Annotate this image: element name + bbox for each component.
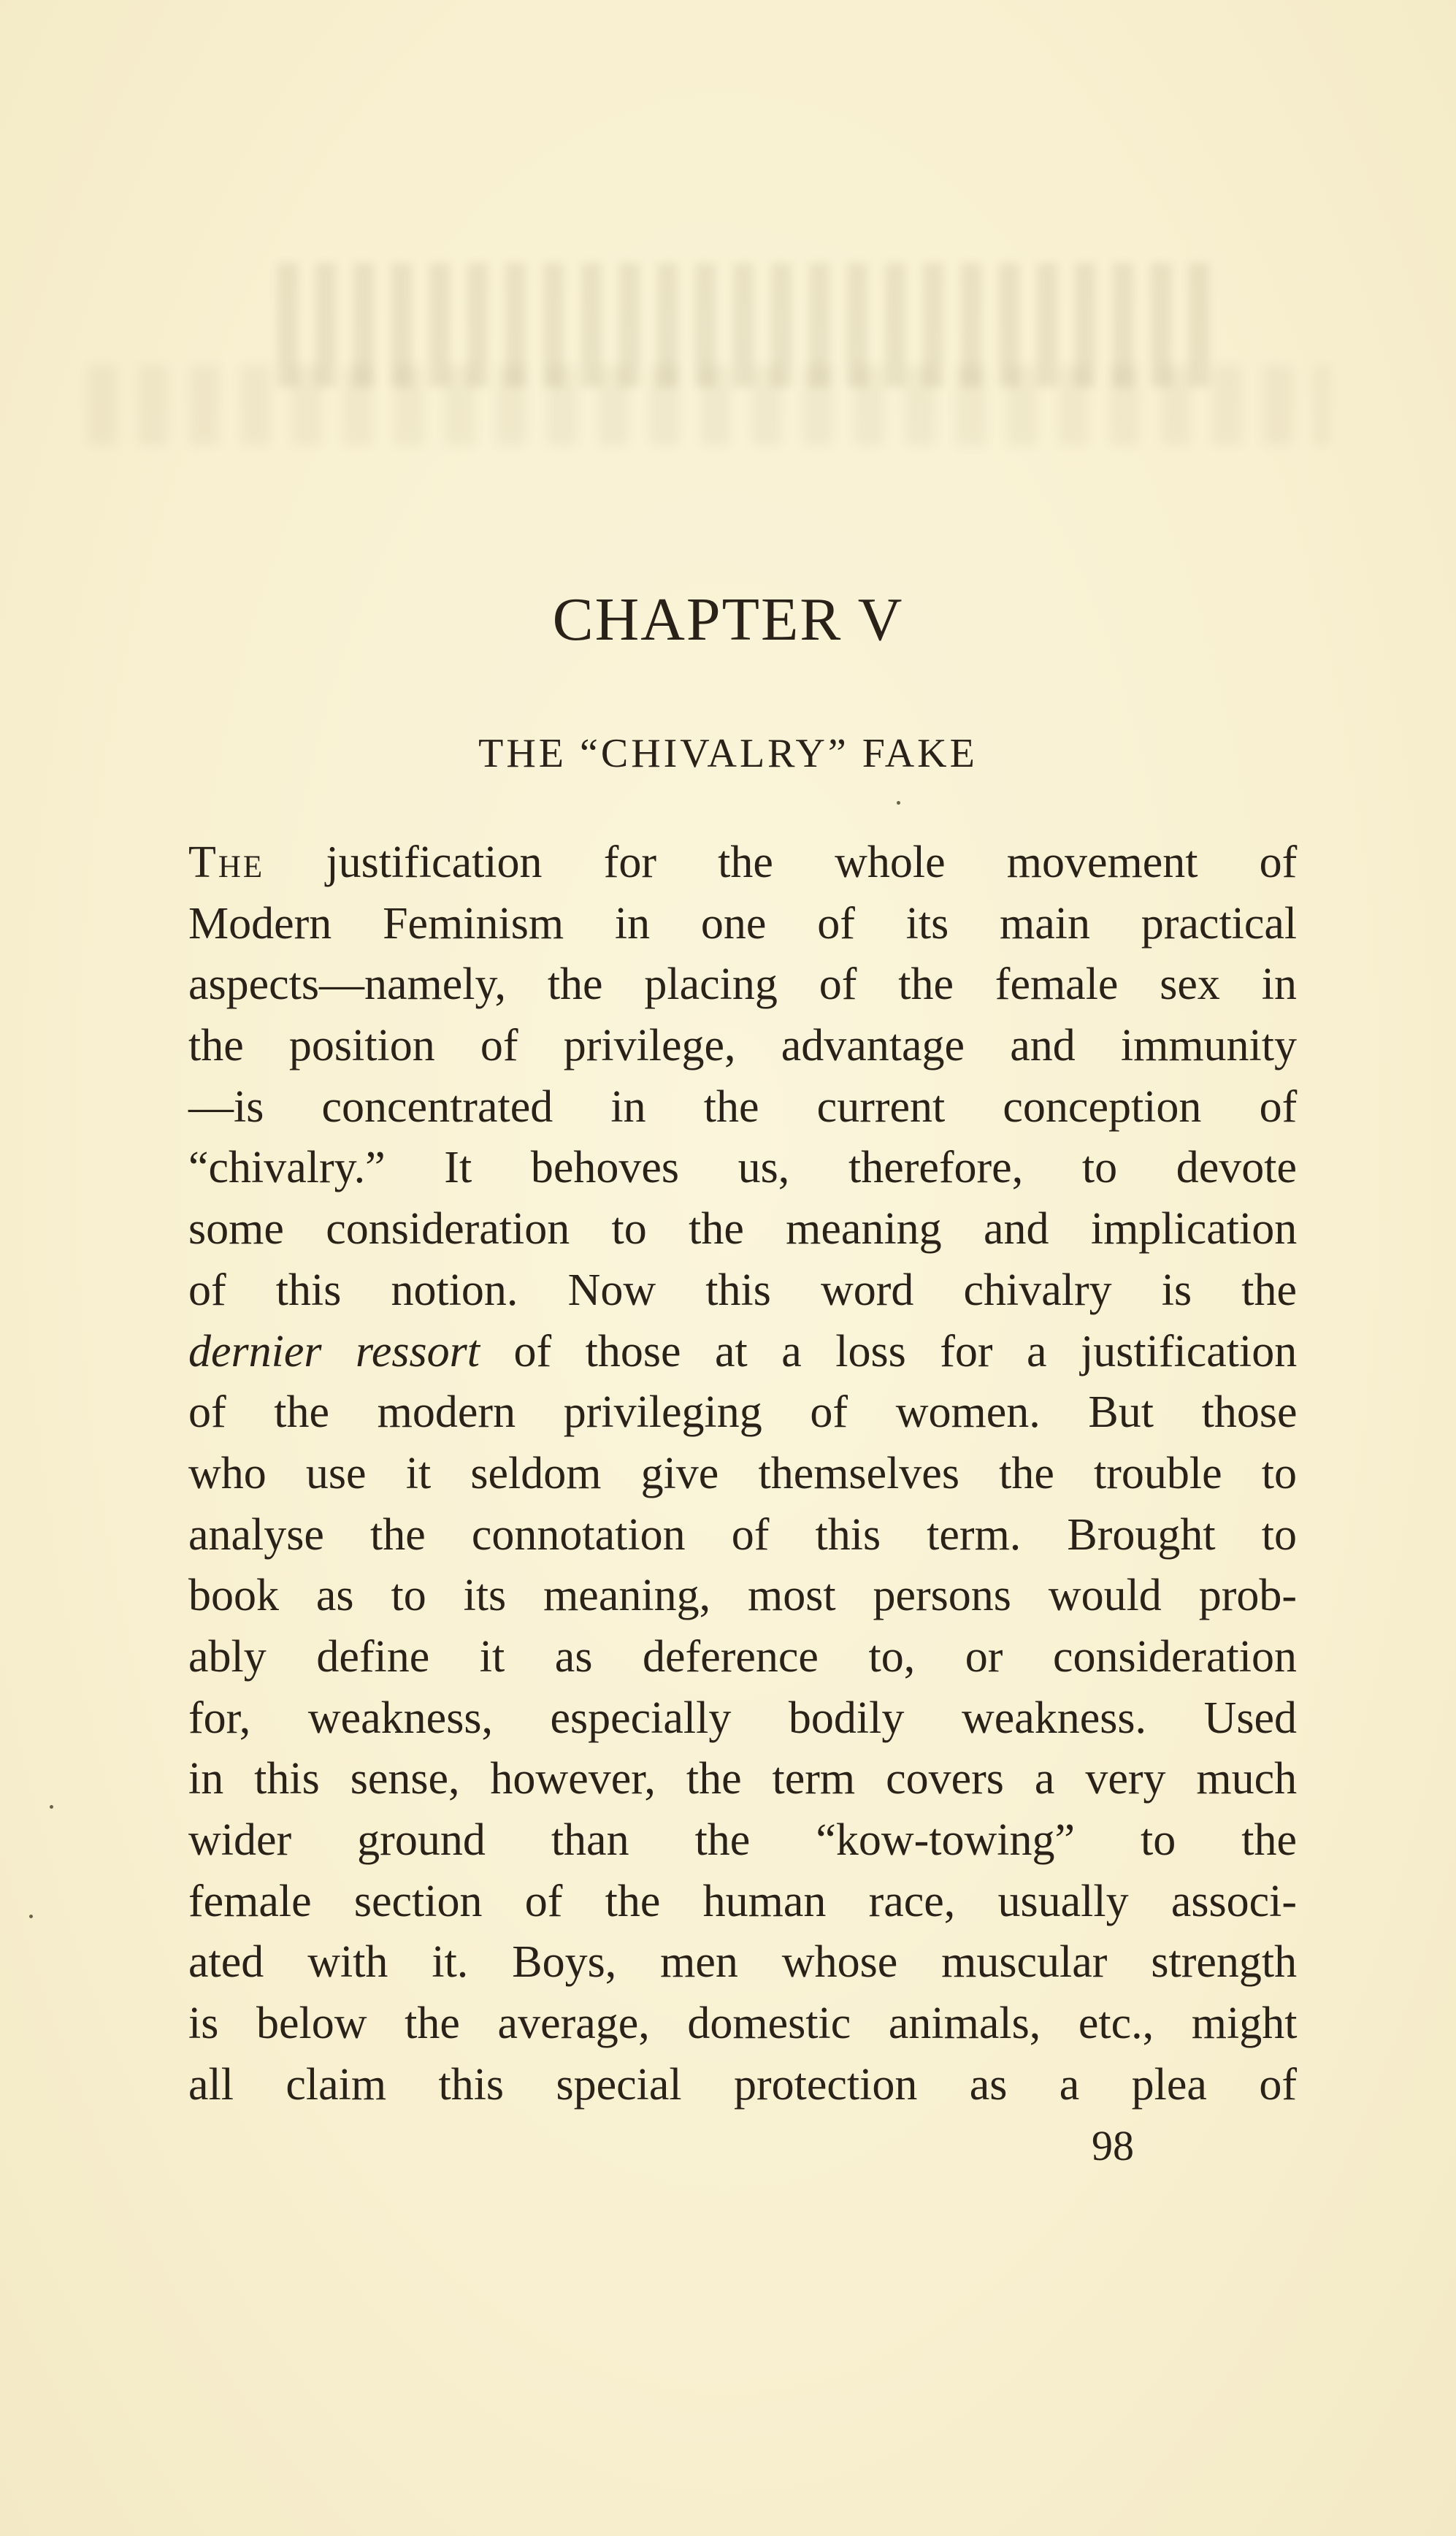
text-line: all claim this special protection as a plea of: [188, 2059, 1297, 2110]
text-line: for, weakness, especially bodily weakness. Used: [188, 1693, 1297, 1743]
text-line: dernier ressort of those at a loss for a justification: [188, 1326, 1298, 1376]
text-line: “chivalry.” It behoves us, therefore, to devote: [188, 1143, 1298, 1193]
page-number: 98: [1092, 2122, 1134, 2169]
ink-speck: [50, 1805, 53, 1809]
text-line: ated with it. Boys, men whose muscular strength: [188, 1937, 1298, 1988]
text-line: book as to its meaning, most persons would prob-: [188, 1571, 1297, 1621]
text-line: —is concentrated in the current conception of: [188, 1081, 1298, 1132]
chapter-heading: CHAPTER V: [552, 586, 904, 654]
text-line: is below the average, domestic animals, etc., might: [188, 1999, 1298, 2049]
text-line: the position of privilege, advantage and immunity: [188, 1021, 1298, 1071]
text-line: aspects—namely, the placing of the female sex in: [188, 959, 1297, 1010]
body-paragraph: [188, 832, 1297, 2115]
text-line: some consideration to the meaning and implication: [188, 1204, 1298, 1254]
lead-word: The: [188, 838, 265, 887]
ink-speck: [29, 1915, 33, 1918]
text-line: Modern Feminism in one of its main practical: [188, 898, 1298, 949]
text-line: of this notion. Now this word chivalry is the: [188, 1265, 1297, 1315]
chapter-title: THE “CHIVALRY” FAKE: [478, 731, 978, 776]
text-line: who use it seldom give themselves the trouble to: [188, 1448, 1297, 1498]
text-line: ably define it as deference to, or consideration: [188, 1631, 1297, 1682]
text-line: wider ground than the “kow-towing” to the: [188, 1815, 1297, 1865]
italic-phrase: dernier ressort: [188, 1326, 480, 1376]
bleed-through-text: [88, 365, 1329, 445]
text-line: of the modern privileging of women. But those: [188, 1387, 1298, 1438]
text-line: in this sense, however, the term covers a very much: [188, 1754, 1298, 1804]
ink-speck: [897, 801, 900, 805]
text-line: The justification for the whole movement of: [188, 838, 1298, 887]
text-line: female section of the human race, usually associ-: [188, 1876, 1297, 1926]
text-line: analyse the connotation of this term. Brought to: [188, 1509, 1297, 1560]
